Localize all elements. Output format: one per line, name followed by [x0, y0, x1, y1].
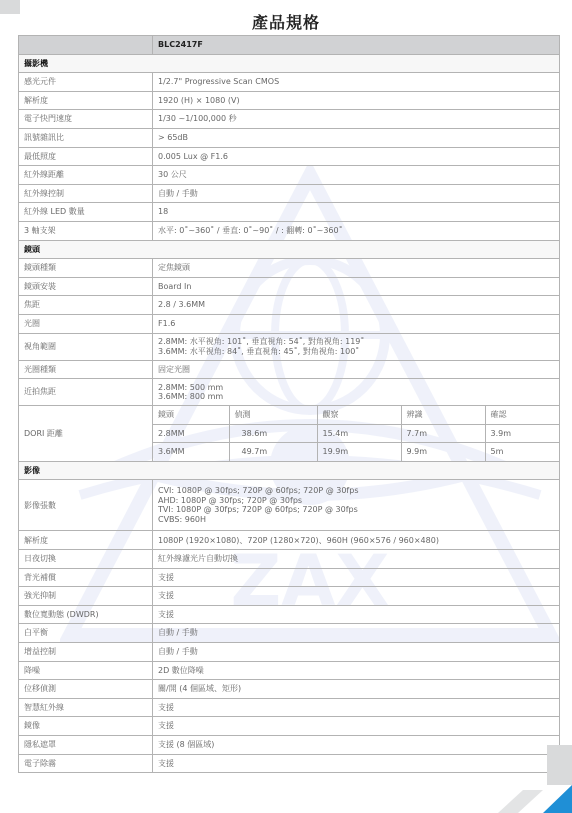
spec-row: [19, 568, 560, 587]
spec-label: 訊號雜訊比: [19, 128, 153, 147]
spec-label: 增益控制: [19, 643, 153, 662]
model-name: BLC2417F: [153, 36, 560, 55]
spec-value: 支援: [153, 717, 560, 736]
section-title-camera: 攝影機: [19, 54, 560, 73]
corner-shape-decoration: [543, 745, 572, 813]
min-focus-line: 3.6MM: 800 mm: [158, 392, 224, 402]
spec-value: 支援 (8 個區域): [153, 736, 560, 755]
spec-label: 白平衡: [19, 624, 153, 643]
spec-label: 背光補償: [19, 568, 153, 587]
spec-row: [19, 128, 560, 147]
dori-row: [153, 443, 559, 461]
spec-value: 0.005 Lux @ F1.6: [153, 147, 560, 166]
spec-row: [19, 550, 560, 569]
video-format-line: TVI: 1080P @ 30fps; 720P @ 60fps; 720P @ 30fps: [158, 505, 358, 515]
spec-value: 固定光圈: [153, 360, 560, 379]
spec-row-view-angle: [19, 333, 560, 360]
video-format-line: CVI: 1080P @ 30fps; 720P @ 60fps; 720P @ 30fps: [158, 486, 359, 496]
spec-row: [19, 643, 560, 662]
model-header-row: [19, 36, 560, 55]
spec-label: 視角範圍: [19, 333, 153, 360]
section-title-lens: 鏡頭: [19, 240, 560, 259]
dori-row: [153, 424, 559, 443]
dori-header: 鏡頭: [153, 406, 229, 424]
dori-cell: 3.6MM: [153, 443, 229, 461]
spec-row: [19, 91, 560, 110]
video-spec-group: [19, 531, 560, 773]
spec-value-min-focus: [153, 379, 560, 406]
spec-row: [19, 277, 560, 296]
section-row-camera: [19, 54, 560, 73]
spec-row: [19, 531, 560, 550]
spec-label: 紅外線 LED 數量: [19, 203, 153, 222]
section-row-lens: [19, 240, 560, 259]
spec-label: 位移偵測: [19, 680, 153, 699]
spec-row: [19, 147, 560, 166]
dori-cell: 5m: [490, 447, 504, 457]
dori-cell: 38.6m: [229, 424, 317, 443]
spec-label: 光圈: [19, 314, 153, 333]
spec-value: 1/30 ~1/100,000 秒: [153, 110, 560, 129]
spec-label: 感光元件: [19, 73, 153, 92]
spec-label: 影像張數: [19, 480, 153, 531]
spec-value: 紅外線濾光片自動切換: [153, 550, 560, 569]
spec-label: 降噪: [19, 661, 153, 680]
spec-label: 近拍焦距: [19, 379, 153, 406]
dori-cell: 19.9m: [317, 443, 401, 461]
spec-row: [19, 203, 560, 222]
spec-label: 數位寬動態 (DWDR): [19, 605, 153, 624]
dori-table: [153, 406, 559, 461]
section-title-video: 影像: [19, 461, 560, 480]
spec-value: Board In: [153, 277, 560, 296]
page-title: 產品規格: [251, 13, 320, 32]
spec-value: 1080P (1920×1080)、720P (1280×720)、960H (960×576 / 960×480): [153, 531, 560, 550]
spec-value: 支援: [153, 587, 560, 606]
view-angle-line: 3.6MM: 水平視角: 84˚, 垂直視角: 45˚, 對角視角: 100˚: [158, 346, 360, 356]
spec-label: 鏡像: [19, 717, 153, 736]
dori-header: 確認: [485, 406, 559, 424]
spec-value: 支援: [153, 698, 560, 717]
dori-header: 觀察: [317, 406, 401, 424]
spec-label: 智慧紅外線: [19, 698, 153, 717]
spec-label: 電子除霧: [19, 754, 153, 773]
spec-value: 支援: [153, 605, 560, 624]
spec-value: 自動 / 手動: [153, 184, 560, 203]
spec-value: 自動 / 手動: [153, 643, 560, 662]
lens-spec-group: [19, 259, 560, 333]
spec-label: 3 軸支架: [19, 221, 153, 240]
min-focus-line: 2.8MM: 500 mm: [158, 382, 224, 392]
corner-stripe-decoration: [488, 790, 543, 813]
spec-row: [19, 698, 560, 717]
header-empty-cell: [19, 36, 153, 55]
spec-label: 紅外線距離: [19, 166, 153, 185]
camera-spec-group: [19, 73, 560, 240]
spec-row: [19, 661, 560, 680]
spec-label: 鏡頭種類: [19, 259, 153, 278]
spec-row: [19, 296, 560, 315]
spec-row-min-focus: [19, 379, 560, 406]
spec-value: 定焦鏡頭: [153, 259, 560, 278]
spec-label: 鏡頭安裝: [19, 277, 153, 296]
spec-table: [18, 35, 560, 773]
dori-cell: 49.7m: [229, 443, 317, 461]
spec-value: 自動 / 手動: [153, 624, 560, 643]
spec-value: 1/2.7" Progressive Scan CMOS: [153, 73, 560, 92]
spec-value: 水平: 0˚~360˚ / 垂直: 0˚~90˚ / : 翻轉: 0˚~360˚: [153, 221, 560, 240]
spec-value: F1.6: [153, 314, 560, 333]
spec-row: [19, 624, 560, 643]
spec-row: [19, 314, 560, 333]
spec-label: 紅外線控制: [19, 184, 153, 203]
spec-row: [19, 184, 560, 203]
spec-value: 關/開 (4 個區域、矩形): [153, 680, 560, 699]
spec-value-view-angle: [153, 333, 560, 360]
spec-row-iris: [19, 360, 560, 379]
dori-header: 偵測: [229, 406, 317, 424]
spec-row-dori: [19, 406, 560, 462]
spec-value: 18: [153, 203, 560, 222]
section-row-video: [19, 461, 560, 480]
spec-label: 解析度: [19, 531, 153, 550]
dori-cell: 15.4m: [317, 424, 401, 443]
dori-table-cell: [153, 406, 560, 462]
spec-row: [19, 73, 560, 92]
spec-value: 1920 (H) × 1080 (V): [153, 91, 560, 110]
spec-row: [19, 221, 560, 240]
video-format-line: AHD: 1080P @ 30fps; 720P @ 30fps: [158, 495, 303, 505]
watermark-logo-text: ZAX: [230, 540, 390, 622]
spec-label: 隱私遮罩: [19, 736, 153, 755]
spec-label: 日夜切換: [19, 550, 153, 569]
video-format-line: CVBS: 960H: [158, 514, 207, 524]
spec-value: 支援: [153, 568, 560, 587]
spec-row: [19, 605, 560, 624]
spec-value: 支援: [153, 754, 560, 773]
spec-label: DORI 距離: [19, 406, 153, 462]
spec-row-video-format: [19, 480, 560, 531]
spec-label: 強光抑制: [19, 587, 153, 606]
spec-value: > 65dB: [153, 128, 560, 147]
spec-value: 2.8 / 3.6MM: [153, 296, 560, 315]
spec-label: 最低照度: [19, 147, 153, 166]
dori-cell: 2.8MM: [153, 424, 229, 443]
view-angle-line: 2.8MM: 水平視角: 101˚, 垂直視角: 54˚, 對角視角: 119˚: [158, 337, 365, 346]
spec-label: 電子快門速度: [19, 110, 153, 129]
spec-row: [19, 166, 560, 185]
spec-row: [19, 736, 560, 755]
dori-cell: 9.9m: [401, 443, 485, 461]
spec-row: [19, 717, 560, 736]
spec-label: 光圈種類: [19, 360, 153, 379]
spec-value-video-format: [153, 480, 560, 531]
spec-row: [19, 110, 560, 129]
spec-label: 焦距: [19, 296, 153, 315]
dori-header-row: [153, 406, 559, 424]
dori-cell: 7.7m: [401, 424, 485, 443]
dori-cell: 3.9m: [485, 424, 559, 443]
dori-header: 辨識: [401, 406, 485, 424]
spec-value: 30 公尺: [153, 166, 560, 185]
spec-row: [19, 680, 560, 699]
spec-row: [19, 587, 560, 606]
spec-row: [19, 754, 560, 773]
spec-row: [19, 259, 560, 278]
spec-value: 2D 數位降噪: [153, 661, 560, 680]
spec-label: 解析度: [19, 91, 153, 110]
